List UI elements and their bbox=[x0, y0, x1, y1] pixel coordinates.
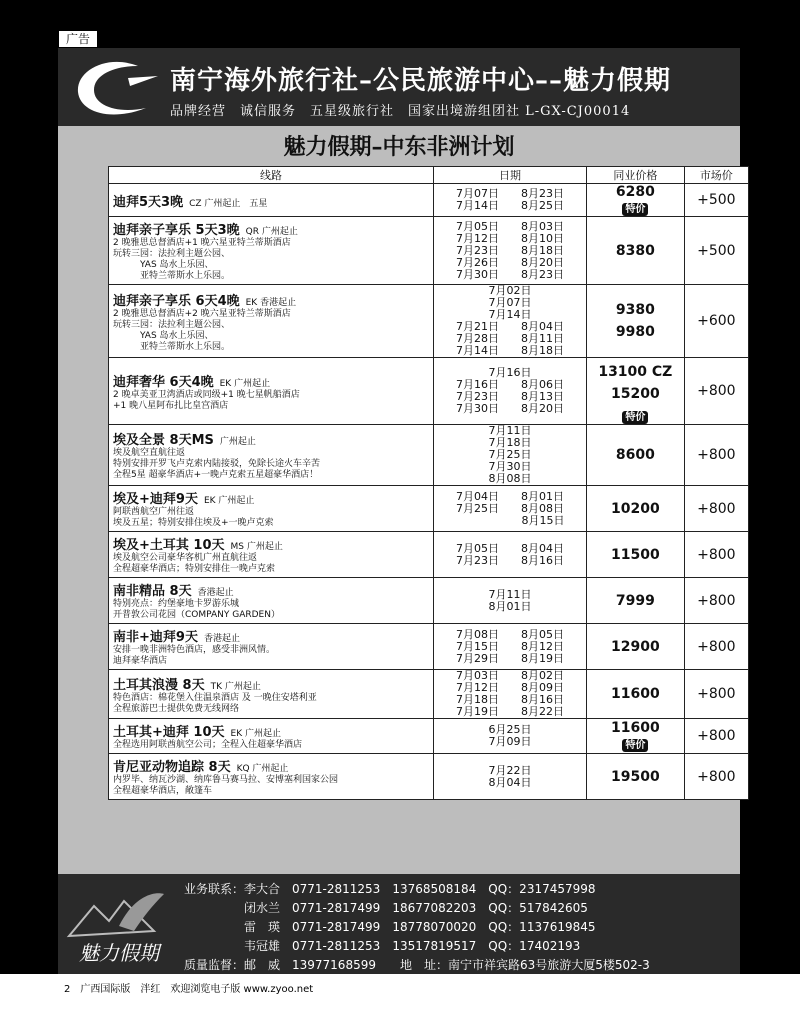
route-cell bbox=[109, 285, 434, 358]
header-market: 市场价 bbox=[684, 167, 748, 184]
date-line: 7月29日 8月19日 bbox=[456, 651, 565, 665]
trade-price: 15200 bbox=[610, 386, 660, 402]
date-line: 8月08日 bbox=[488, 472, 532, 485]
table-row bbox=[109, 578, 749, 624]
date-cell bbox=[433, 184, 586, 217]
contact-line: 韦冠雄 0771-2811253 13517819517 QQ：17402193 bbox=[184, 939, 581, 953]
contact-line: 业务联系：李大合 0771-2811253 13768508184 QQ：2317457998 bbox=[184, 882, 596, 896]
market-price: +500 bbox=[684, 184, 748, 217]
route-description: 埃及航空公司豪华客机广州直航往返 全程超豪华酒店；特别安排住一晚卢克索 bbox=[113, 553, 276, 574]
route-tag: TK 广州起止 bbox=[210, 681, 261, 692]
price-cell bbox=[587, 670, 685, 719]
route-title bbox=[113, 290, 429, 309]
trade-price: 19500 bbox=[610, 768, 660, 785]
route-description: 内罗毕、纳瓦沙湖、纳库鲁马赛马拉、安博塞利国家公园 全程超豪华酒店，敞篷车 bbox=[113, 775, 339, 796]
price-cell bbox=[587, 532, 685, 578]
route-name: 土耳其浪漫 8天 bbox=[113, 677, 205, 693]
trade-price: 9980 bbox=[615, 324, 655, 340]
table-row bbox=[109, 425, 749, 486]
table-row bbox=[109, 624, 749, 670]
contact-line: 质量监督：邮 威 13977168599 地 址：南宁市祥宾路63号旅游大厦5楼502-3 bbox=[184, 958, 650, 972]
trade-price: 6280 bbox=[615, 184, 655, 200]
page-footer-text: 2 广西国际版 泮红 欢迎浏览电子版 www.zyoo.net bbox=[64, 984, 314, 995]
route-name: 埃及全景 8天MS bbox=[113, 433, 214, 448]
date-line: 7月15日 8月12日 bbox=[456, 639, 565, 653]
date-line: 7月16日 8月06日 bbox=[456, 378, 565, 391]
market-price: +800 bbox=[684, 624, 748, 670]
route-tag: MS 广州起止 bbox=[230, 542, 283, 552]
banner bbox=[58, 126, 740, 166]
price-cell bbox=[587, 285, 685, 358]
table-header-row bbox=[109, 167, 749, 184]
date-cell bbox=[433, 754, 586, 800]
date-line: 7月14日 8月18日 bbox=[456, 344, 565, 357]
price-cell bbox=[587, 719, 685, 754]
contact-line: 闭水兰 0771-2817499 18677082203 QQ：517842605 bbox=[184, 901, 588, 915]
route-cell bbox=[109, 184, 434, 217]
date-line: 7月14日 bbox=[488, 308, 532, 321]
footer bbox=[58, 874, 740, 974]
date-line: 7月18日 8月16日 bbox=[456, 693, 565, 706]
route-name: 南非+迪拜9天 bbox=[113, 630, 198, 645]
price-cell bbox=[587, 358, 685, 425]
header-route: 线路 bbox=[109, 167, 434, 184]
route-description: 2 晚雅思总督酒店+1 晚六星亚特兰蒂斯酒店 玩转三园：法拉利主题公园、 YAS 岛水上乐园、 亚特兰蒂斯水上乐园。 bbox=[113, 238, 291, 281]
route-name: 埃及+土耳其 10天 bbox=[113, 538, 225, 553]
brand-title: 南宁海外旅行社–公民旅游中心––魅力假期 bbox=[170, 66, 672, 96]
brand-subtitle: 品牌经营 诚信服务 五星级旅行社 国家出境游组团社 L-GX-CJ00014 bbox=[170, 104, 631, 119]
route-name: 迪拜亲子享乐 5天3晚 bbox=[113, 223, 240, 238]
contact-line: 雷 瑛 0771-2817499 18778070020 QQ：1137619845 bbox=[184, 920, 596, 934]
table-row bbox=[109, 285, 749, 358]
date-line: 8月04日 bbox=[488, 775, 532, 789]
market-price: +800 bbox=[684, 358, 748, 425]
date-line: 7月12日 8月09日 bbox=[456, 681, 565, 694]
route-name: 南非精品 8天 bbox=[113, 584, 192, 599]
route-cell bbox=[109, 754, 434, 800]
route-tag: KQ 广州起止 bbox=[236, 764, 289, 774]
route-title bbox=[113, 191, 429, 210]
route-tag: 香港起止 bbox=[197, 588, 234, 598]
date-line: 7月07日 8月23日 bbox=[456, 187, 565, 200]
date-cell bbox=[433, 719, 586, 754]
trade-price: 8600 bbox=[615, 447, 655, 463]
route-tag: EK 广州起止 bbox=[230, 729, 281, 739]
date-line: 7月19日 8月22日 bbox=[456, 705, 565, 718]
market-price: +600 bbox=[684, 285, 748, 358]
date-cell bbox=[433, 425, 586, 486]
route-cell bbox=[109, 425, 434, 486]
route-tag: EK 广州起止 bbox=[219, 378, 271, 389]
route-cell bbox=[109, 670, 434, 719]
trade-price: 10200 bbox=[610, 500, 660, 517]
route-tag: EK 香港起止 bbox=[245, 297, 297, 308]
market-price: +800 bbox=[684, 719, 748, 754]
market-price: +800 bbox=[684, 425, 748, 486]
route-cell bbox=[109, 578, 434, 624]
route-name: 迪拜亲子享乐 6天4晚 bbox=[113, 293, 240, 309]
table-body bbox=[109, 184, 749, 800]
price-cell bbox=[587, 184, 685, 217]
price-cell bbox=[587, 578, 685, 624]
trade-price: 11500 bbox=[610, 546, 660, 563]
trade-price: 7999 bbox=[615, 592, 655, 609]
date-line: 7月30日 8月20日 bbox=[456, 402, 565, 415]
date-line: 7月09日 bbox=[488, 735, 532, 748]
date-line: 7月11日 bbox=[488, 587, 532, 601]
special-offer-badge: 特价 bbox=[622, 411, 648, 424]
table-row bbox=[109, 358, 749, 425]
ad-label: 广告 bbox=[58, 30, 98, 48]
route-description: 阿联酋航空广州往返 埃及五星；特别安排住埃及+一晚卢克索 bbox=[113, 507, 274, 528]
date-line: 6月25日 bbox=[488, 723, 532, 736]
route-title bbox=[113, 488, 429, 507]
route-title bbox=[113, 534, 429, 553]
date-cell bbox=[433, 358, 586, 425]
price-cell bbox=[587, 754, 685, 800]
route-name: 迪拜奢华 6天4晚 bbox=[113, 374, 214, 390]
date-line: 7月25日 8月08日 bbox=[456, 501, 565, 515]
schedule-table bbox=[108, 166, 749, 800]
table-row bbox=[109, 719, 749, 754]
route-title bbox=[113, 371, 429, 390]
date-line: 7月30日 8月23日 bbox=[456, 267, 565, 281]
date-line: 7月08日 8月05日 bbox=[456, 627, 565, 641]
route-title bbox=[113, 756, 429, 775]
market-price: +800 bbox=[684, 670, 748, 719]
date-cell bbox=[433, 532, 586, 578]
date-cell bbox=[433, 285, 586, 358]
route-description: 特色酒店：棉花堡入住温泉酒店 及 一晚住安塔利亚 全程旅游巴士提供免费无线网络 bbox=[113, 692, 317, 714]
date-line: 7月14日 8月25日 bbox=[456, 199, 565, 212]
page-footer bbox=[0, 974, 800, 1022]
footer-logo-icon bbox=[64, 886, 174, 966]
price-cell bbox=[587, 486, 685, 532]
date-line: 7月28日 8月11日 bbox=[456, 332, 565, 345]
route-cell bbox=[109, 217, 434, 285]
route-tag: 香港起止 bbox=[203, 634, 240, 644]
route-cell bbox=[109, 719, 434, 754]
date-line: 7月18日 bbox=[488, 436, 532, 449]
price-cell bbox=[587, 624, 685, 670]
date-line: 8月15日 bbox=[455, 513, 565, 527]
date-cell bbox=[433, 217, 586, 285]
date-cell bbox=[433, 486, 586, 532]
header-price: 同业价格 bbox=[587, 167, 685, 184]
date-line: 7月05日 8月04日 bbox=[456, 541, 565, 555]
price-cell bbox=[587, 425, 685, 486]
market-price: +500 bbox=[684, 217, 748, 285]
date-line: 7月26日 8月20日 bbox=[456, 255, 565, 269]
date-line: 7月05日 8月03日 bbox=[456, 219, 565, 233]
table-row bbox=[109, 184, 749, 217]
date-cell bbox=[433, 624, 586, 670]
date-line: 7月07日 bbox=[488, 296, 532, 309]
date-line: 7月16日 bbox=[488, 366, 532, 379]
date-line: 7月25日 bbox=[488, 448, 532, 461]
table-row bbox=[109, 754, 749, 800]
route-cell bbox=[109, 486, 434, 532]
route-name: 肯尼亚动物追踪 8天 bbox=[113, 760, 231, 775]
route-description: 2 晚卓美亚卫湾酒店或同级+1 晚七星帆船酒店 +1 晚八星阿布扎比皇宫酒店 bbox=[113, 389, 300, 411]
route-name: 土耳其+迪拜 10天 bbox=[113, 725, 225, 740]
footer-logo-text: 魅力假期 bbox=[79, 941, 159, 965]
route-title bbox=[113, 721, 429, 740]
date-line: 7月30日 bbox=[488, 460, 532, 473]
route-description: 埃及航空直航往返 特别安排开罗飞卢克索内陆接驳，免除长途火车辛苦 全程5星 超豪华酒店+一晚卢克索五星超豪华酒店！ bbox=[113, 448, 321, 480]
table-row bbox=[109, 532, 749, 578]
trade-price: 9380 bbox=[615, 302, 655, 318]
date-line: 7月23日 8月18日 bbox=[456, 243, 565, 257]
trade-price: 11600 bbox=[610, 686, 660, 702]
route-tag: CZ 广州起止 五星 bbox=[189, 198, 268, 209]
trade-price: 12900 bbox=[610, 638, 660, 655]
date-line: 7月12日 8月10日 bbox=[456, 231, 565, 245]
market-price: +800 bbox=[684, 486, 748, 532]
date-line: 7月02日 bbox=[488, 284, 532, 297]
special-offer-badge: 特价 bbox=[622, 203, 648, 216]
route-cell bbox=[109, 532, 434, 578]
date-line: 7月23日 8月13日 bbox=[456, 390, 565, 403]
brand-logo-icon bbox=[68, 56, 164, 120]
route-tag: 广州起止 bbox=[219, 437, 256, 447]
date-line: 8月01日 bbox=[488, 599, 532, 613]
schedule-area bbox=[58, 166, 740, 874]
route-cell bbox=[109, 358, 434, 425]
route-title bbox=[113, 626, 429, 645]
date-line: 7月03日 8月02日 bbox=[456, 669, 565, 682]
route-description: 安排一晚非洲特色酒店，感受非洲风情。 迪拜豪华酒店 bbox=[113, 645, 276, 666]
route-tag: EK 广州起止 bbox=[203, 496, 255, 506]
table-row bbox=[109, 217, 749, 285]
route-description: 2 晚雅思总督酒店+2 晚六星亚特兰蒂斯酒店 玩转三园：法拉利主题公园、 YAS 岛水上乐园、 亚特兰蒂斯水上乐园。 bbox=[113, 308, 291, 352]
route-description: 特别亮点：约堡豪地卡罗游乐城 开普敦公司花园（COMPANY GARDEN） bbox=[113, 599, 280, 620]
date-line: 7月11日 bbox=[488, 424, 532, 437]
market-price: +800 bbox=[684, 578, 748, 624]
route-name: 埃及+迪拜9天 bbox=[113, 492, 198, 507]
price-cell bbox=[587, 217, 685, 285]
date-line: 7月22日 bbox=[488, 763, 532, 777]
date-line: 7月04日 8月01日 bbox=[456, 489, 565, 503]
date-line: 7月21日 8月04日 bbox=[456, 320, 565, 333]
route-title bbox=[113, 219, 429, 238]
banner-title: 魅力假期–中东非洲计划 bbox=[283, 134, 515, 160]
table-row bbox=[109, 486, 749, 532]
route-tag: QR 广州起止 bbox=[245, 227, 298, 237]
route-description: 全程选用阿联酋航空公司；全程入住超豪华酒店 bbox=[113, 740, 303, 750]
date-cell bbox=[433, 578, 586, 624]
special-offer-badge: 特价 bbox=[622, 739, 648, 752]
trade-price: 11600 bbox=[610, 720, 660, 736]
date-line: 7月23日 8月16日 bbox=[456, 553, 565, 567]
table-row bbox=[109, 670, 749, 719]
header-date: 日期 bbox=[433, 167, 586, 184]
header bbox=[58, 48, 740, 126]
route-name: 迪拜5天3晚 bbox=[113, 194, 184, 210]
market-price: +800 bbox=[684, 532, 748, 578]
trade-price: 13100 CZ bbox=[598, 364, 673, 380]
route-title bbox=[113, 580, 429, 599]
date-cell bbox=[433, 670, 586, 719]
route-title bbox=[113, 674, 429, 693]
route-title bbox=[113, 429, 429, 448]
route-cell bbox=[109, 624, 434, 670]
market-price: +800 bbox=[684, 754, 748, 800]
trade-price: 8380 bbox=[615, 242, 655, 259]
